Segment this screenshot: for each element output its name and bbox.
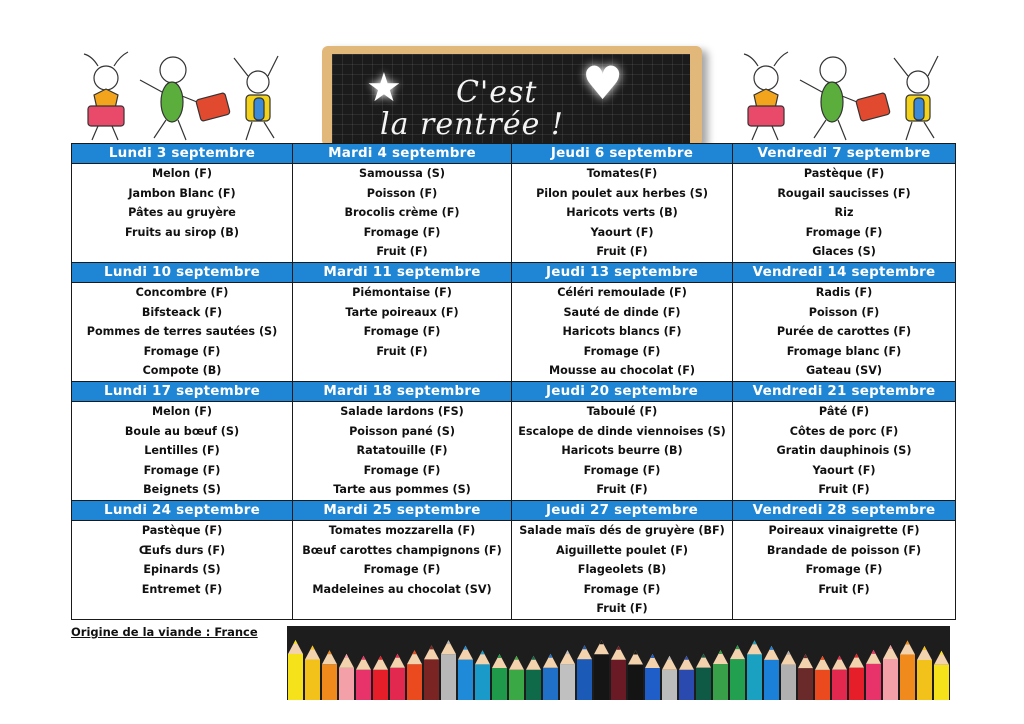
day-header: Jeudi 13 septembre	[512, 263, 733, 283]
slate-board	[332, 54, 690, 146]
kids-illustration-right	[728, 40, 958, 145]
day-header: Lundi 17 septembre	[72, 382, 293, 402]
dish-item: Fruit (F)	[376, 344, 428, 358]
dish-item: Tarte poireaux (F)	[345, 305, 459, 319]
dish-item: Pâtes au gruyère	[128, 206, 236, 220]
dish-item: Gateau (SV)	[805, 364, 883, 378]
dish-item: Samoussa (S)	[359, 167, 445, 180]
day-header: Jeudi 20 septembre	[512, 382, 733, 402]
heart-icon: ♥	[582, 56, 624, 110]
day-header: Vendredi 28 septembre	[733, 501, 956, 521]
dish-item: Fromage (F)	[805, 225, 883, 239]
day-dishes-cell	[512, 283, 733, 382]
dish-item: Côtes de porc (F)	[789, 424, 899, 438]
dish-item: Radis (F)	[815, 286, 873, 299]
day-header: Jeudi 27 septembre	[512, 501, 733, 521]
day-dishes-cell	[72, 402, 293, 501]
dish-item: Boule au bœuf (S)	[124, 424, 240, 438]
dish-item: Tarte aus pommes (S)	[333, 483, 471, 497]
day-dishes-cell	[733, 283, 956, 382]
dish-item: Aiguillette poulet (F)	[556, 543, 688, 557]
dish-item: Fromage (F)	[143, 344, 221, 358]
week-header-row	[72, 501, 956, 521]
dish-item: Fruit (F)	[596, 483, 648, 497]
dish-item: Gratin dauphinois (S)	[776, 444, 912, 458]
day-header: Lundi 3 septembre	[72, 144, 293, 164]
dish-item: Céléri remoulade (F)	[557, 286, 687, 299]
dish-item: Fruit (F)	[818, 582, 870, 596]
dish-item: Fruits au sirop (B)	[125, 225, 239, 239]
dish-item: Fruit (F)	[376, 245, 428, 259]
dish-item: Pâté (F)	[818, 405, 870, 418]
dish-item: Ratatouille (F)	[356, 444, 448, 458]
dish-item: Poireaux vinaigrette (F)	[768, 524, 920, 537]
dish-item: Fromage (F)	[583, 344, 661, 358]
day-dishes-cell	[72, 164, 293, 263]
week-dishes-row	[72, 521, 956, 620]
day-dishes-cell	[72, 521, 293, 620]
dish-item: Glaces (S)	[812, 245, 876, 259]
dish-item: Concombre (F)	[135, 286, 229, 299]
dish-item: Yaourt (F)	[590, 225, 654, 239]
week-header-row	[72, 263, 956, 283]
day-header: Jeudi 6 septembre	[512, 144, 733, 164]
day-header: Lundi 10 septembre	[72, 263, 293, 283]
dish-item: Epinards (S)	[143, 563, 221, 577]
week-dishes-row	[72, 164, 956, 263]
day-dishes-cell	[293, 521, 512, 620]
dish-item: Brandade de poisson (F)	[766, 543, 922, 557]
dish-item: Tomates(F)	[586, 167, 658, 180]
dish-item: Fruit (F)	[596, 602, 648, 616]
day-header: Vendredi 14 septembre	[733, 263, 956, 283]
day-dishes-cell	[293, 402, 512, 501]
page-title-line2: la rentrée !	[380, 107, 564, 142]
day-dishes-cell	[293, 164, 512, 263]
dish-item: Haricots blancs (F)	[562, 325, 682, 339]
day-dishes-cell	[733, 164, 956, 263]
dish-item: Flageolets (B)	[577, 563, 667, 577]
dish-item: Fromage (F)	[363, 325, 441, 339]
day-header: Vendredi 21 septembre	[733, 382, 956, 402]
day-dishes-cell	[733, 402, 956, 501]
dish-item: Escalope de dinde viennoises (S)	[518, 424, 726, 438]
dish-item: Pastèque (F)	[141, 524, 223, 537]
dish-item: Mousse au chocolat (F)	[548, 364, 696, 378]
pencils-graphic	[287, 626, 950, 700]
dish-item: Poisson pané (S)	[349, 424, 455, 438]
meat-origin-note: Origine de la viande : France	[71, 625, 258, 639]
dish-item: Pilon poulet aux herbes (S)	[536, 186, 708, 200]
dish-item: Lentilles (F)	[144, 444, 220, 458]
dish-item: Pastèque (F)	[803, 167, 885, 180]
day-dishes-cell	[293, 283, 512, 382]
dish-item: Melon (F)	[152, 167, 212, 180]
dish-item: Taboulé (F)	[586, 405, 658, 418]
day-dishes-cell	[512, 402, 733, 501]
day-header: Mardi 4 septembre	[293, 144, 512, 164]
chalkboard-slate	[322, 46, 702, 146]
day-dishes-cell	[72, 283, 293, 382]
dish-item: Purée de carottes (F)	[776, 325, 912, 339]
dish-item: Melon (F)	[152, 405, 212, 418]
day-dishes-cell	[512, 521, 733, 620]
week-dishes-row	[72, 283, 956, 382]
dish-item: Brocolis crème (F)	[344, 206, 460, 220]
dish-item: Fromage (F)	[805, 563, 883, 577]
day-dishes-cell	[733, 521, 956, 620]
dish-item: Rougail saucisses (F)	[777, 186, 911, 200]
dish-item: Œufs durs (F)	[138, 543, 226, 557]
dish-item: Salade lardons (FS)	[340, 405, 464, 418]
dish-item: Fromage (F)	[363, 225, 441, 239]
week-header-row	[72, 382, 956, 402]
day-header: Lundi 24 septembre	[72, 501, 293, 521]
dish-item: Fromage (F)	[363, 463, 441, 477]
dish-item: Piémontaise (F)	[352, 286, 452, 299]
day-header: Vendredi 7 septembre	[733, 144, 956, 164]
dish-item: Fromage (F)	[143, 463, 221, 477]
dish-item: Yaourt (F)	[812, 463, 876, 477]
page-title-line1: C'est	[456, 75, 538, 110]
lunch-menu-table	[71, 143, 956, 620]
dish-item: Fromage blanc (F)	[786, 344, 902, 358]
header-banner	[0, 0, 1024, 145]
day-dishes-cell	[512, 164, 733, 263]
dish-item: Bœuf carottes champignons (F)	[302, 543, 502, 557]
day-header: Mardi 25 septembre	[293, 501, 512, 521]
star-icon: ★	[366, 65, 402, 111]
dish-item: Beignets (S)	[143, 483, 221, 497]
dish-item: Fromage (F)	[583, 582, 661, 596]
dish-item: Salade maïs dés de gruyère (BF)	[519, 524, 725, 537]
dish-item: Fromage (F)	[583, 463, 661, 477]
dish-item: Sauté de dinde (F)	[563, 305, 681, 319]
dish-item: Haricots beurre (B)	[561, 444, 683, 458]
dish-item: Compote (B)	[142, 364, 222, 378]
kids-illustration-left	[68, 40, 298, 145]
week-dishes-row	[72, 402, 956, 501]
dish-item: Poisson (F)	[366, 186, 438, 200]
dish-item: Tomates mozzarella (F)	[328, 524, 476, 537]
dish-item: Jambon Blanc (F)	[128, 186, 236, 200]
dish-item: Haricots verts (B)	[566, 206, 678, 220]
week-header-row	[72, 144, 956, 164]
dish-item: Fruit (F)	[818, 483, 870, 497]
dish-item: Fruit (F)	[596, 245, 648, 259]
day-header: Mardi 18 septembre	[293, 382, 512, 402]
colored-pencils-illustration	[287, 626, 950, 700]
dish-item: Pommes de terres sautées (S)	[86, 325, 278, 339]
dish-item: Fromage (F)	[363, 563, 441, 577]
dish-item: Poisson (F)	[808, 305, 880, 319]
dish-item: Riz	[834, 206, 854, 220]
day-header: Mardi 11 septembre	[293, 263, 512, 283]
dish-item: Entremet (F)	[141, 582, 223, 596]
dish-item: Madeleines au chocolat (SV)	[312, 582, 492, 596]
dish-item: Bifsteack (F)	[141, 305, 223, 319]
